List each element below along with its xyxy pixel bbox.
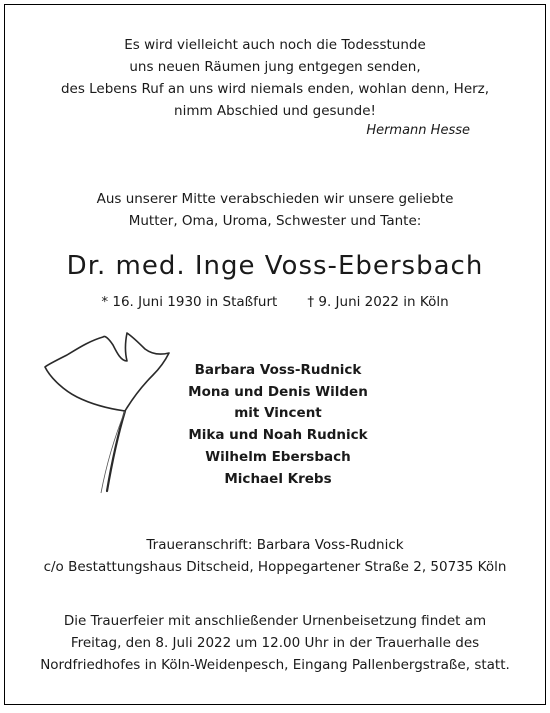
intro-line: Aus unserer Mitte verabschieden wir unsere geliebte <box>96 191 454 207</box>
mourner-name: Barbara Voss-Rudnick <box>194 362 362 378</box>
mourners-list <box>153 360 403 490</box>
mourner-name: mit Vincent <box>234 405 322 422</box>
intro-line: Mutter, Oma, Uroma, Schwester und Tante: <box>128 213 422 229</box>
life-dates <box>5 294 545 310</box>
mourner-name: Mika und Noah Rudnick <box>188 427 368 444</box>
address-line: Traueranschrift: Barbara Voss-Rudnick <box>146 537 404 553</box>
ceremony-line: Freitag, den 8. Juli 2022 um 12.00 Uhr in der Trauerhalle des <box>70 635 480 651</box>
ceremony-line: Die Trauerfeier mit anschließender Urnenbeisetzung findet am <box>63 613 487 629</box>
poem-line: Es wird vielleicht auch noch die Todesstunde <box>124 37 426 53</box>
deceased-name: Dr. med. Inge Voss-Ebersbach <box>66 251 484 281</box>
mourner-name: Mona und Denis Wilden <box>188 383 368 400</box>
poem-line: des Lebens Ruf an uns wird niemals enden, wohlan denn, Herz, <box>60 81 490 97</box>
address-line: c/o Bestattungshaus Ditscheid, Hoppegartener Straße 2, 50735 Köln <box>43 559 507 575</box>
mourner-name: Wilhelm Ebersbach <box>205 448 351 465</box>
ceremony-line: Nordfriedhofes in Köln-Weidenpesch, Eingang Pallenbergstraße, statt. <box>40 657 510 673</box>
poem-author: Hermann Hesse <box>366 123 470 138</box>
poem-line: uns neuen Räumen jung entgegen senden, <box>129 59 421 75</box>
poem-line: nimm Abschied und gesunde! <box>174 103 376 119</box>
death-date: † 9. Juni 2022 in Köln <box>307 294 449 310</box>
mourner-name: Michael Krebs <box>224 470 332 487</box>
obituary-notice <box>4 4 546 705</box>
birth-date: * 16. Juni 1930 in Staßfurt <box>101 294 278 310</box>
